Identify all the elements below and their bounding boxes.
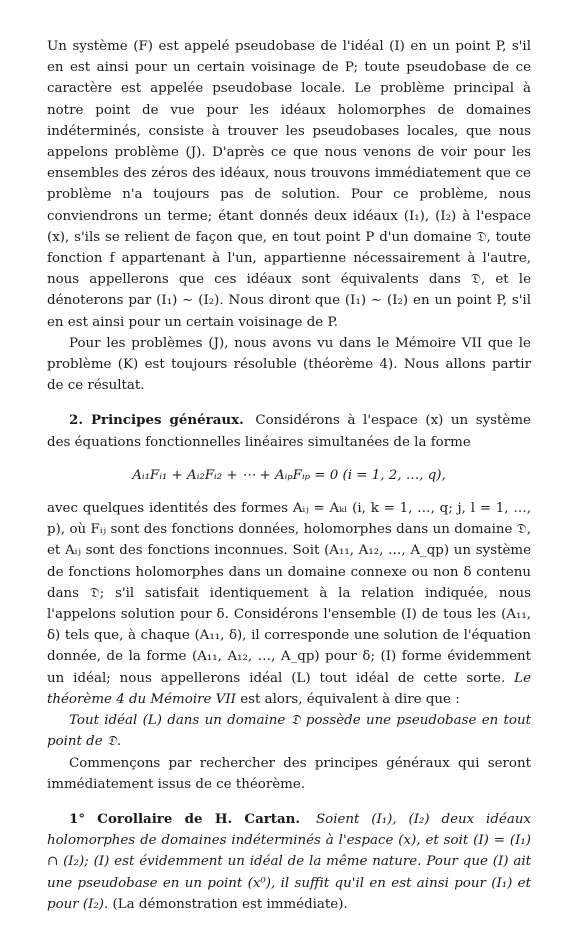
paragraph-solutions-end: est alors, équivalent à dire que :	[240, 691, 460, 707]
paragraph-principles: Commençons par rechercher des principes généraux qui seront immédiatement issus de ce théorème.	[47, 755, 531, 792]
paragraph-pseudobase: Un système (F) est appelé pseudobase de l'idéal (I) en un point P, s'il en est ainsi pour un certain voisinage de P; toute pseudobase de ce caractère est appelée pseudobase locale. Le problème principal à notre point de vue pour les idéaux holomorphes de domaines indéterminés, consiste à trouver les pseudobases locales, que nous appelons problème (J). D'après ce que nous venons de voir pour les ensembles des zéros des idéaux, nous trouvons immédiatement que ce problème n'a toujours pas de solution. Pour ce problème, nous conviendrons un terme; étant donnés deux idéaux (I₁), (I₂) à l'espace (x), s'ils se relient de façon que, en tout point P d'un domaine 𝔇, toute fonction f appartenant à l'un, appartienne nécessairement à l'autre, nous appellerons que ces idéaux sont équivalents dans 𝔇, et le dénoterons par (I₁) ∼ (I₂). Nous diront que (I₁) ∼ (I₂) en un point P, s'il en est ainsi pour un certain voisinage de P.	[47, 39, 531, 330]
theorem-reference: Le théorème 4 du Mémoire VII	[47, 670, 531, 707]
paragraph-solutions	[47, 498, 531, 710]
corollary-end: (La démonstration est immédiate).	[112, 896, 348, 912]
corollary-text: Soient (I₁), (I₂) deux idéaux holomorphes de domaines indéterminés à l'espace (x), et soit (I) = (I₁) ∩ (I₂); (I) est évidemment un idéal de la même nature. Pour que (I) ait une pseudobase en un point (x⁰), il suffit qu'il en est ainsi pour (I₁) et pour (I₂).	[47, 811, 532, 912]
paragraph-problem-k: Pour les problèmes (J), nous avons vu dans le Mémoire VII que le problème (K) est toujours résoluble (théorème 4). Nous allons partir de ce résultat.	[47, 335, 531, 394]
corollary-title: 1° Corollaire de H. Cartan.	[69, 810, 301, 827]
corollary-cartan	[47, 809, 531, 915]
section-2-intro	[47, 410, 531, 452]
page-body	[47, 36, 531, 915]
section-2-title: 2. Principes généraux.	[69, 412, 244, 429]
equation-system: Aᵢ₁Fᵢ₁ + Aᵢ₂Fᵢ₂ + ⋯ + AᵢₚFᵢₚ = 0 (i = 1, 2, …, q),	[132, 467, 446, 483]
section-2-text: Considérons à l'espace (x) un système des équations fonctionnelles linéaires simultanées de la forme	[47, 413, 531, 450]
theorem-statement: Tout idéal (L) dans un domaine 𝔇 possède une pseudobase en tout point de 𝔇.	[47, 713, 531, 750]
paragraph-solutions-text: avec quelques identités des formes Aᵢⱼ = Aₖₗ (i, k = 1, …, q; j, l = 1, …, p), où Fᵢⱼ sont des fonctions données, holomorphes dans un domaine 𝔇, et Aᵢⱼ sont des fonctions inconnues. Soit (A₁₁, A₁₂, …, A_qp) un système de fonctions holomorphes dans un domaine connexe ou non δ contenu dans 𝔇; s'il satisfait identiquement à la relation indiquée, nous l'appelons solution pour δ. Considérons l'ensemble (I) de tous les (A₁₁, δ) tels que, à chaque (A₁₁, δ), il corresponde une solution de l'équation donnée, de la forme (A₁₁, A₁₂, …, A_qp) pour δ; (I) forme évidemment un idéal; nous appellerons idéal (L) tout idéal de cette sorte.	[47, 501, 531, 686]
